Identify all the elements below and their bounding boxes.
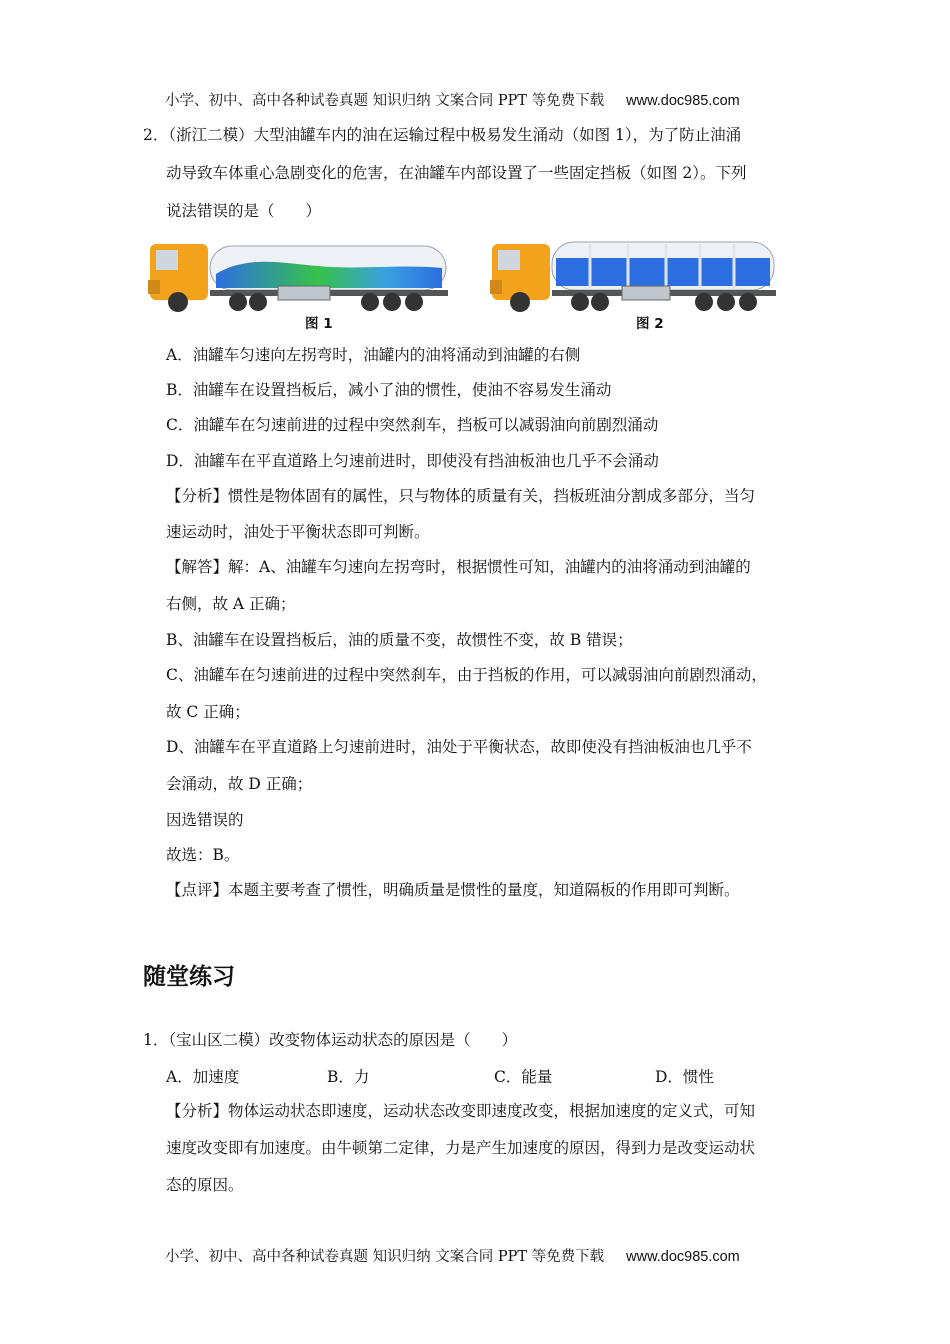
page-header [165,89,740,110]
page-footer [165,1245,740,1266]
tanker-figure-1 [148,236,458,314]
p1-analysis-1: 【分析】物体运动状态即速度，运动状态改变即速度改变，根据加速度的定义式，可知 [166,1102,756,1120]
q2-answer-2: 右侧，故 A 正确； [166,595,296,613]
figure-1-caption: 图 1 [305,316,333,332]
q2-answer-5: 故 C 正确； [166,703,250,721]
p1-option-c: C．能量 [494,1068,553,1086]
q2-line-1: 2．（浙江二模）大型油罐车内的油在运输过程中极易发生涌动（如图 1），为了防止油涌 [143,126,742,144]
q2-answer-9: 故选：B。 [166,846,240,864]
q2-answer-1: 【解答】解：A、油罐车匀速向左拐弯时，根据惯性可知，油罐内的油将涌动到油罐的 [166,558,751,576]
q2-answer-8: 因选错误的 [166,811,244,829]
p1-option-a: A．加速度 [166,1068,240,1086]
q2-comment: 【点评】本题主要考查了惯性，明确质量是惯性的量度，知道隔板的作用即可判断。 [166,881,740,899]
q2-line-3: 说法错误的是（ ） [166,202,322,220]
p1-option-b: B．力 [327,1068,370,1086]
figure-2-caption: 图 2 [636,316,664,332]
q2-line-2: 动导致车体重心急剧变化的危害，在油罐车内部设置了一些固定挡板（如图 2）。下列 [166,164,747,182]
p1-option-d: D．惯性 [655,1068,714,1086]
q2-answer-4: C、油罐车在匀速前进的过程中突然刹车，由于挡板的作用，可以减弱油向前剧烈涌动， [166,666,767,684]
q2-option-c: C．油罐车在匀速前进的过程中突然刹车，挡板可以减弱油向前剧烈涌动 [166,416,659,434]
footer-text: 小学、初中、高中各种试卷真题 知识归纳 文案合同 PPT 等免费下载 [165,1249,605,1265]
q2-answer-7: 会涌动，故 D 正确； [166,775,313,793]
p1-analysis-2: 速度改变即有加速度。由牛顿第二定律，力是产生加速度的原因，得到力是改变运动状 [166,1139,756,1157]
q2-answer-6: D、油罐车在平直道路上匀速前进时，油处于平衡状态，故即使没有挡油板油也几乎不 [166,738,752,756]
q2-option-a: A．油罐车匀速向左拐弯时，油罐内的油将涌动到油罐的右侧 [166,346,581,364]
p1-question: 1．（宝山区二模）改变物体运动状态的原因是（ ） [143,1031,518,1049]
p1-analysis-3: 态的原因。 [166,1176,244,1194]
header-site: www.doc985.com [626,93,740,109]
q2-answer-3: B、油罐车在设置挡板后，油的质量不变，故惯性不变，故 B 错误； [166,631,633,649]
q2-option-d: D．油罐车在平直道路上匀速前进时，即使没有挡油板油也几乎不会涌动 [166,452,659,470]
q2-option-b: B．油罐车在设置挡板后，减小了油的惯性，使油不容易发生涌动 [166,381,612,399]
q2-analysis-1: 【分析】惯性是物体固有的属性，只与物体的质量有关，挡板班油分割成多部分，当匀 [166,487,756,505]
q2-analysis-2: 速运动时，油处于平衡状态即可判断。 [166,523,430,541]
header-text: 小学、初中、高中各种试卷真题 知识归纳 文案合同 PPT 等免费下载 [165,93,605,109]
section-title: 随堂练习 [143,964,235,990]
tanker-figure-2 [490,236,780,314]
footer-site: www.doc985.com [626,1249,740,1265]
